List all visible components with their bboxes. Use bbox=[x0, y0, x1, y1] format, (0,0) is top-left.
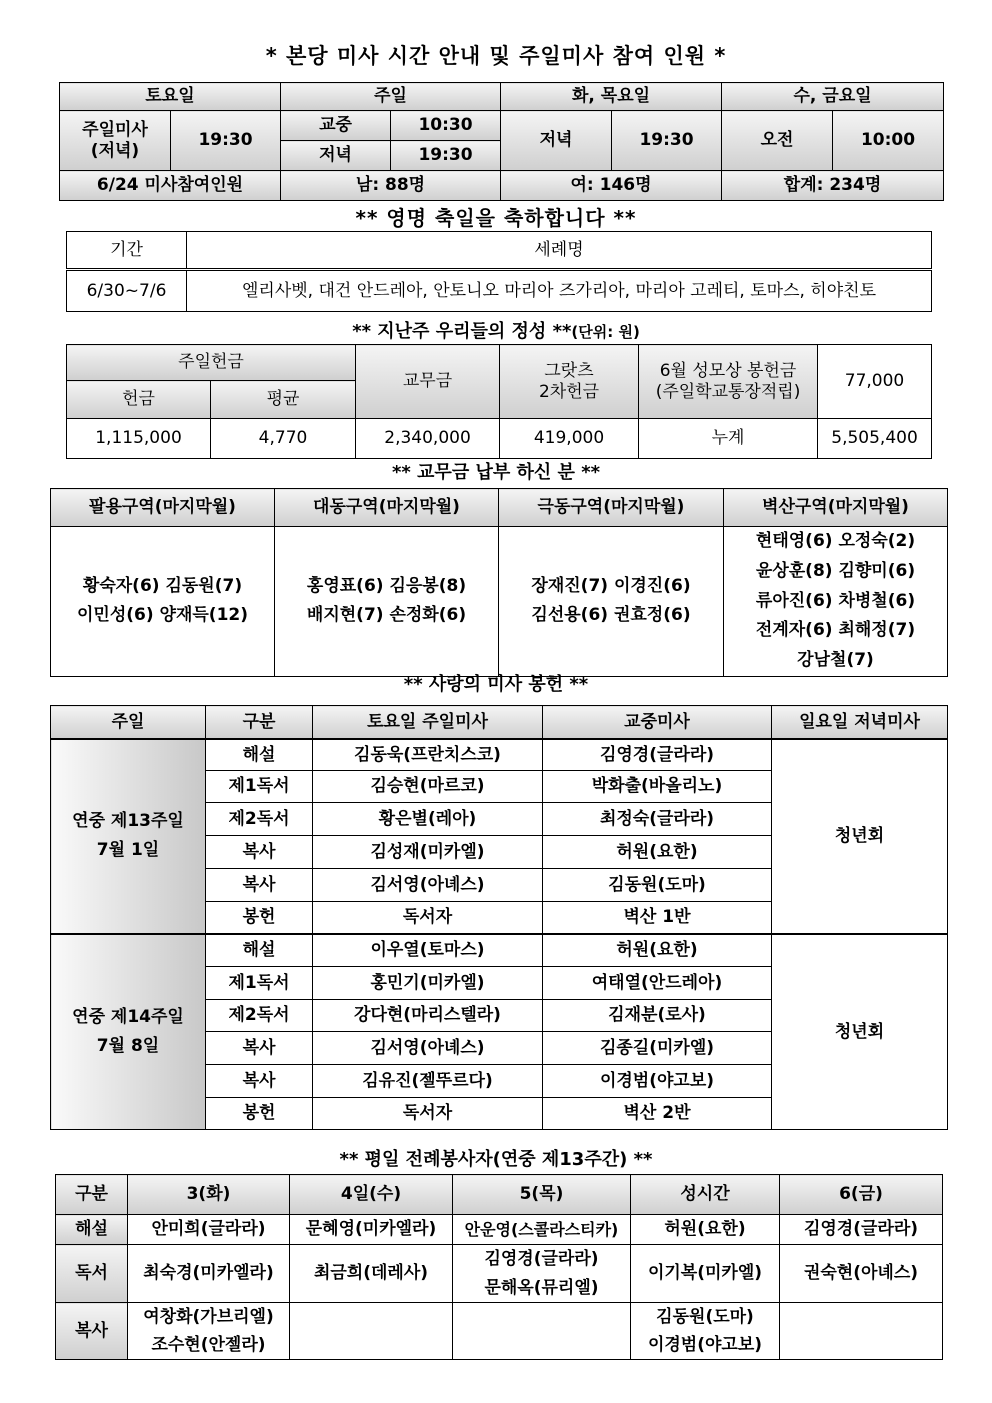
service-role: 제2독서 bbox=[206, 803, 313, 836]
dues-title: ** 교무금 납부 하신 분 ** bbox=[391, 462, 601, 483]
service-role: 복사 bbox=[206, 1032, 313, 1065]
dues-header-daedong: 대동구역(마지막월) bbox=[275, 489, 499, 527]
service-main: 허원(요한) bbox=[543, 934, 772, 967]
weekday-cell: 문혜영(미카엘라) bbox=[290, 1215, 453, 1245]
header-tue-thu: 화, 목요일 bbox=[501, 83, 722, 111]
service-role: 복사 bbox=[206, 869, 313, 902]
service-main: 이경범(야고보) bbox=[543, 1065, 772, 1098]
weekday-cell: 안미희(글라라) bbox=[128, 1215, 290, 1245]
service-main: 여태열(안드레아) bbox=[543, 967, 772, 1000]
service-saturday: 김서영(아녜스) bbox=[313, 1032, 543, 1065]
sunday-main-time: 10:30 bbox=[391, 111, 501, 141]
attendance-male: 남: 88명 bbox=[281, 171, 501, 201]
service-role: 제1독서 bbox=[206, 967, 313, 1000]
feast-table bbox=[66, 231, 932, 312]
saturday-mass-time: 19:30 bbox=[171, 111, 281, 171]
offering-unit: (단위: 원) bbox=[571, 323, 640, 341]
weekday-role: 복사 bbox=[56, 1303, 128, 1360]
service-saturday: 독서자 bbox=[313, 1098, 543, 1130]
weekday-header-wed: 4일(수) bbox=[290, 1175, 453, 1215]
service-table bbox=[50, 705, 948, 1130]
dues-header-byeoksan: 벽산구역(마지막월) bbox=[724, 489, 948, 527]
service-role: 봉헌 bbox=[206, 1098, 313, 1130]
service-saturday: 김서영(아녜스) bbox=[313, 869, 543, 902]
header-sunday: 주일 bbox=[281, 83, 501, 111]
service-saturday: 김승현(마르코) bbox=[313, 771, 543, 803]
weekday-title: ** 평일 전례봉사자(연중 제13주간) ** bbox=[339, 1149, 653, 1170]
service-saturday: 이우열(토마스) bbox=[313, 934, 543, 967]
service-header-role: 구분 bbox=[206, 706, 313, 739]
service-main: 김종길(미카엘) bbox=[543, 1032, 772, 1065]
service-main: 김영경(글라라) bbox=[543, 739, 772, 771]
weekday-cell: 김영경(글라라) bbox=[780, 1215, 943, 1245]
service-role: 복사 bbox=[206, 1065, 313, 1098]
offering-table bbox=[66, 344, 932, 459]
table-row bbox=[51, 739, 948, 771]
dues-cell-daedong: 홍영표(6) 김응봉(8) 배지현(7) 손정화(6) bbox=[275, 527, 499, 677]
service-saturday: 김동욱(프란치스코) bbox=[313, 739, 543, 771]
service-role: 복사 bbox=[206, 836, 313, 869]
service-role: 해설 bbox=[206, 934, 313, 967]
dues-header-palyong: 팔용구역(마지막월) bbox=[51, 489, 275, 527]
offering-sunday-collection: 주일헌금 bbox=[67, 345, 356, 381]
weekday-cell: 권숙현(아녜스) bbox=[780, 1245, 943, 1303]
weekday-role: 독서 bbox=[56, 1245, 128, 1303]
offering-cash-value: 1,115,000 bbox=[67, 419, 211, 459]
header-saturday: 토요일 bbox=[60, 83, 281, 111]
weekday-header-holy-hour: 성시간 bbox=[631, 1175, 780, 1215]
weekday-table bbox=[55, 1174, 943, 1360]
sunday-evening-time: 19:30 bbox=[391, 141, 501, 171]
offering-cash-header: 헌금 bbox=[67, 381, 211, 419]
mass-schedule-table bbox=[59, 82, 944, 201]
weekday-cell: 안운영(스콜라스티카) bbox=[453, 1215, 631, 1245]
feast-header-period: 기간 bbox=[67, 232, 187, 270]
service-role: 제2독서 bbox=[206, 1000, 313, 1032]
weekday-cell: 이기복(미카엘) bbox=[631, 1245, 780, 1303]
dues-table bbox=[50, 488, 948, 677]
service-saturday: 김성재(미카엘) bbox=[313, 836, 543, 869]
tue-thu-label: 저녁 bbox=[501, 111, 612, 171]
weekday-cell bbox=[453, 1303, 631, 1360]
offering-second-collection-header: 그랏츠 2차헌금 bbox=[500, 345, 639, 419]
service-main: 최정숙(글라라) bbox=[543, 803, 772, 836]
header-wed-fri: 수, 금요일 bbox=[722, 83, 944, 111]
feast-period: 6/30~7/6 bbox=[67, 270, 187, 312]
feast-header-names: 세례명 bbox=[187, 232, 932, 270]
week-label: 연중 제13주일 7월 1일 bbox=[51, 739, 206, 934]
offering-average-header: 평균 bbox=[211, 381, 356, 419]
table-row bbox=[56, 1215, 943, 1245]
offering-cumulative-label: 누계 bbox=[639, 419, 818, 459]
weekday-cell: 여창화(가브리엘) 조수현(안젤라) bbox=[128, 1303, 290, 1360]
weekday-cell: 허원(요한) bbox=[631, 1215, 780, 1245]
service-main: 김동원(도마) bbox=[543, 869, 772, 902]
attendance-total: 합계: 234명 bbox=[722, 171, 944, 201]
wed-fri-time: 10:00 bbox=[833, 111, 944, 171]
service-role: 해설 bbox=[206, 739, 313, 771]
service-saturday: 김유진(젤뚜르다) bbox=[313, 1065, 543, 1098]
weekday-header-thu: 5(목) bbox=[453, 1175, 631, 1215]
weekday-cell: 김동원(도마) 이경범(야고보) bbox=[631, 1303, 780, 1360]
service-header-saturday: 토요일 주일미사 bbox=[313, 706, 543, 739]
service-saturday: 황은별(레아) bbox=[313, 803, 543, 836]
feast-names: 엘리사벳, 대건 안드레아, 안토니오 마리아 즈가리아, 마리아 고레티, 토마스, 히야친토 bbox=[187, 270, 932, 312]
mass-schedule-title: * 본당 미사 시간 안내 및 주일미사 참여 인원 * bbox=[265, 44, 727, 68]
weekday-cell bbox=[780, 1303, 943, 1360]
service-evening: 청년회 bbox=[772, 934, 948, 1130]
offering-parish-fee-header: 교무금 bbox=[356, 345, 500, 419]
service-role: 제1독서 bbox=[206, 771, 313, 803]
table-row bbox=[51, 934, 948, 967]
service-role: 봉헌 bbox=[206, 902, 313, 934]
service-evening: 청년회 bbox=[772, 739, 948, 934]
weekday-role: 해설 bbox=[56, 1215, 128, 1245]
weekday-cell: 최금희(데레사) bbox=[290, 1245, 453, 1303]
service-header-main: 교중미사 bbox=[543, 706, 772, 739]
offering-june-amount: 77,000 bbox=[818, 345, 932, 419]
service-header-week: 주일 bbox=[51, 706, 206, 739]
offering-cumulative-amount: 5,505,400 bbox=[818, 419, 932, 459]
offering-title-line bbox=[0, 317, 992, 343]
dues-cell-byeoksan: 현태영(6) 오정숙(2) 윤상훈(8) 김향미(6) 류아진(6) 차병철(6) 전계자(6) 최해정(7) 강남철(7) bbox=[724, 527, 948, 677]
offering-parish-fee-value: 2,340,000 bbox=[356, 419, 500, 459]
weekday-header-fri: 6(금) bbox=[780, 1175, 943, 1215]
offering-title: ** 지난주 우리들의 정성 ** bbox=[352, 321, 572, 342]
service-saturday: 독서자 bbox=[313, 902, 543, 934]
sunday-main-label: 교중 bbox=[281, 111, 391, 141]
table-row bbox=[56, 1245, 943, 1303]
tue-thu-time: 19:30 bbox=[612, 111, 722, 171]
service-saturday: 홍민기(미카엘) bbox=[313, 967, 543, 1000]
service-main: 벽산 2반 bbox=[543, 1098, 772, 1130]
service-title: ** 사랑의 미사 봉헌 ** bbox=[403, 674, 589, 695]
offering-average-value: 4,770 bbox=[211, 419, 356, 459]
weekday-cell: 김영경(글라라) 문해옥(뮤리엘) bbox=[453, 1245, 631, 1303]
offering-second-collection-value: 419,000 bbox=[500, 419, 639, 459]
service-main: 박화출(바올리노) bbox=[543, 771, 772, 803]
wed-fri-label: 오전 bbox=[722, 111, 833, 171]
weekday-header-role: 구분 bbox=[56, 1175, 128, 1215]
offering-june-label: 6월 성모상 봉헌금 (주일학교통장적립) bbox=[639, 345, 818, 419]
dues-header-geukdong: 극동구역(마지막월) bbox=[499, 489, 724, 527]
service-main: 벽산 1반 bbox=[543, 902, 772, 934]
attendance-label: 6/24 미사참여인원 bbox=[60, 171, 281, 201]
service-header-evening: 일요일 저녁미사 bbox=[772, 706, 948, 739]
dues-cell-palyong: 황숙자(6) 김동원(7) 이민성(6) 양재득(12) bbox=[51, 527, 275, 677]
attendance-female: 여: 146명 bbox=[501, 171, 722, 201]
weekday-header-tue: 3(화) bbox=[128, 1175, 290, 1215]
sunday-evening-label: 저녁 bbox=[281, 141, 391, 171]
table-row bbox=[56, 1303, 943, 1360]
feast-title: ** 영명 축일을 축하합니다 ** bbox=[355, 206, 637, 230]
week-label: 연중 제14주일 7월 8일 bbox=[51, 934, 206, 1130]
service-main: 허원(요한) bbox=[543, 836, 772, 869]
service-saturday: 강다현(마리스텔라) bbox=[313, 1000, 543, 1032]
dues-cell-geukdong: 장재진(7) 이경진(6) 김선용(6) 권효정(6) bbox=[499, 527, 724, 677]
saturday-mass-label: 주일미사 (저녁) bbox=[60, 111, 171, 171]
service-main: 김재분(로사) bbox=[543, 1000, 772, 1032]
weekday-cell bbox=[290, 1303, 453, 1360]
weekday-cell: 최숙경(미카엘라) bbox=[128, 1245, 290, 1303]
